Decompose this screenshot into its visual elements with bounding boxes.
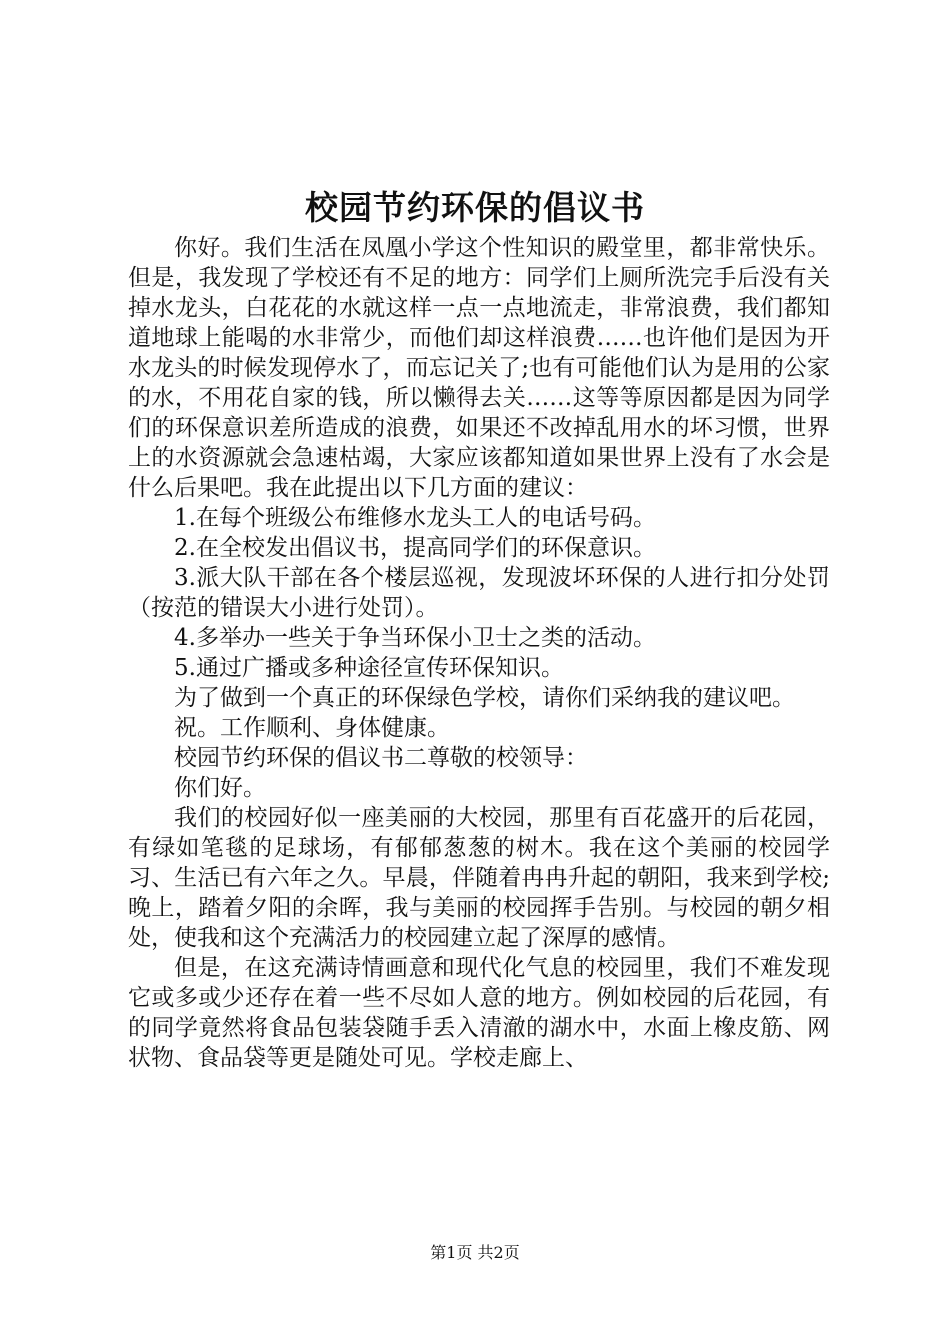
paragraph-second-title: 校园节约环保的倡议书二尊敬的校领导： (174, 745, 588, 771)
paragraph-suggestion-1: 1.在每个班级公布维修水龙头工人的电话号码。 (174, 505, 656, 531)
paragraph-greeting: 你们好。 (174, 775, 266, 801)
paragraph-suggestion-3: 3.派大队干部在各个楼层巡视，发现波坏环保的人进行扣分处罚（按范的错误大小进行处罚）。 (128, 565, 830, 621)
paragraph-suggestion-4: 4.多举办一些关于争当环保小卫士之类的活动。 (174, 625, 656, 651)
document-body (128, 233, 830, 1073)
paragraph-problems: 但是，在这充满诗情画意和现代化气息的校园里，我们不难发现它或多或少还存在着一些不尽如人意的地方。例如校园的后花园，有的同学竟然将食品包装袋随手丢入清澈的湖水中，水面上橡皮筋、网状物、食品袋等更是随处可见。学校走廊上、 (128, 955, 830, 1071)
paragraph-suggestion-2: 2.在全校发出倡议书，提高同学们的环保意识。 (174, 535, 656, 561)
paragraph-wishes: 祝。工作顺利、身体健康。 (174, 715, 450, 741)
paragraph-suggestion-5: 5.通过广播或多种途径宣传环保知识。 (174, 655, 564, 681)
paragraph-intro: 你好。我们生活在凤凰小学这个性知识的殿堂里，都非常快乐。但是，我发现了学校还有不足的地方：同学们上厕所洗完手后没有关掉水龙头，白花花的水就这样一点一点地流走，非常浪费，我们都知道地球上能喝的水非常少，而他们却这样浪费……也许他们是因为开水龙头的时候发现停水了，而忘记关了;也有可能他们认为是用的公家的水，不用花自家的钱，所以懒得去关……这等等原因都是因为同学们的环保意识差所造成的浪费，如果还不改掉乱用水的坏习惯，世界上的水资源就会急速枯竭，大家应该都知道如果世界上没有了水会是什么后果吧。我在此提出以下几方面的建议： (128, 235, 830, 501)
page-footer: 第1页 共2页 (430, 1243, 520, 1262)
document-title: 校园节约环保的倡议书 (305, 188, 645, 227)
paragraph-closing: 为了做到一个真正的环保绿色学校，请你们采纳我的建议吧。 (174, 685, 795, 711)
paragraph-campus: 我们的校园好似一座美丽的大校园，那里有百花盛开的后花园，有绿如笔毯的足球场，有郁郁葱葱的树木。我在这个美丽的校园学习、生活已有六年之久。早晨，伴随着冉冉升起的朝阳，我来到学校;晚上，踏着夕阳的余晖，我与美丽的校园挥手告别。与校园的朝夕相处，使我和这个充满活力的校园建立起了深厚的感情。 (128, 805, 830, 951)
